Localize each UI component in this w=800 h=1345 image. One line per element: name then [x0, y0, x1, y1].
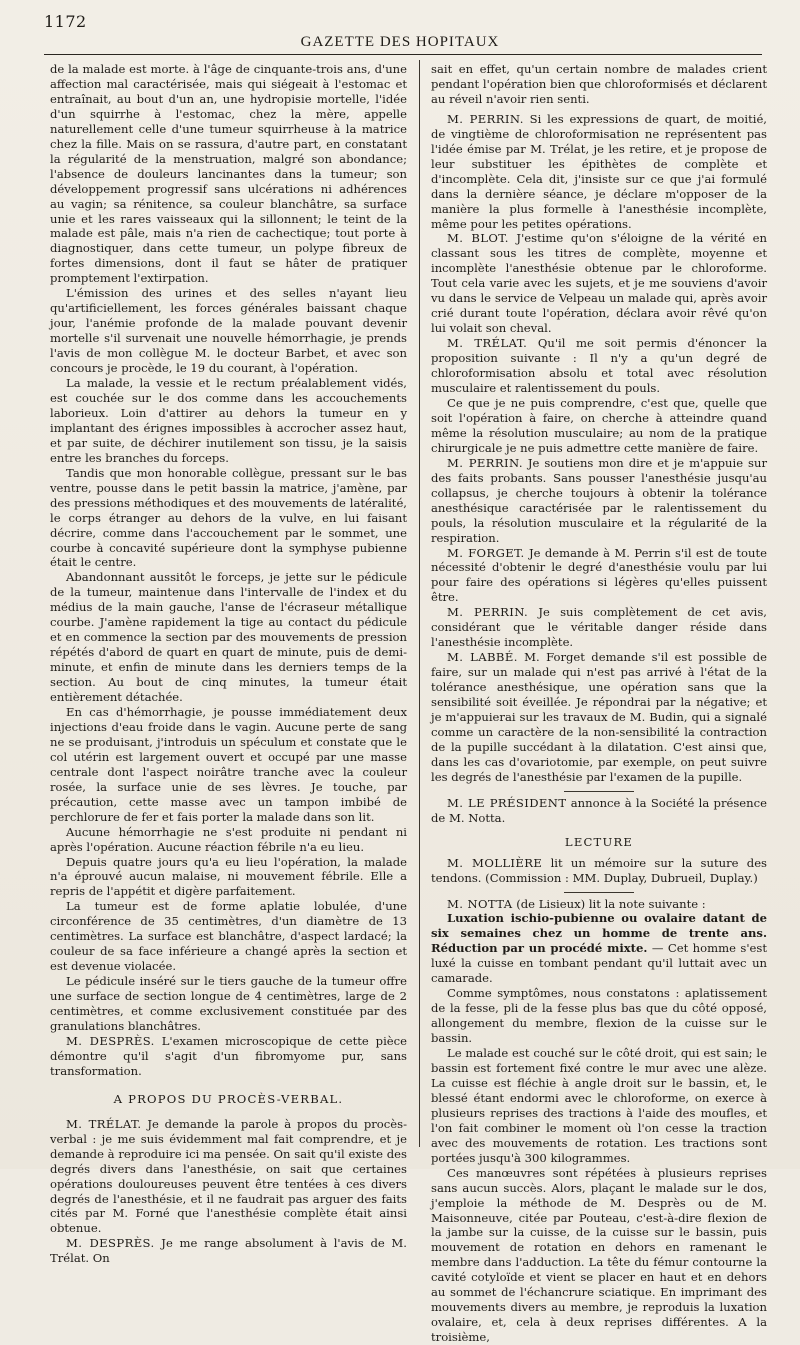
paragraph: Tandis que mon honorable collègue, pressant sur le bas ventre, pousse dans le petit bassin la matrice, j'amène, par des pressions méthodiques et des mouvements de latéralité, le corps étranger au dehors de la vulve, en lui faisant décrire, comme dans l'accouchement par le sommet, une courbe à concavité supérieure dont la symphyse pubienne était le centre.: [50, 465, 407, 570]
paragraph: [431, 336, 767, 396]
right-column: [431, 62, 767, 1345]
speaker-name: M. DESPRÈS.: [66, 1033, 155, 1048]
page-number: 1172: [44, 12, 87, 31]
paragraph: sait en effet, qu'un certain nombre de malades crient pendant l'opération bien que chloroformisés et déclarent au réveil n'avoir rien senti.: [431, 62, 767, 106]
separator-rule: [564, 791, 634, 792]
paragraph: [431, 796, 767, 826]
section-title: A PROPOS DU PROCÈS-VERBAL.: [113, 1091, 344, 1106]
speaker-name: M. DESPRÈS.: [66, 1236, 155, 1251]
paragraph: En cas d'hémorrhagie, je pousse immédiatement deux injections d'eau froide dans le vagin. Aucune perte de sang ne se produisant, j'introduis un spéculum et constate que le col utérin est largement ouvert et occupé par une masse centrale dont l'aspect noirâtre tranche avec la couleur rosée, la surface unie de ses lèvres. Je touche, par précaution, cette masse avec un tampon imbibé de perchlorure de fer et fais porter la malade dans son lit.: [50, 704, 407, 824]
paragraph: [50, 1034, 407, 1079]
paragraph: Abandonnant aussitôt le forceps, je jette sur le pédicule de la tumeur, maintenue dans l'intervalle de l'index et du médius de la main gauche, l'anse de l'écraseur métallique courbe. J'amène rapidement la tige au contact du pédicule et en commence la section par des mouvements de pression répétés d'abord de quart en quart de minute, puis de demi-minute, et enfin de minute dans les derniers temps de la section. Au bout de cinq minutes, la tumeur était entièrement détachée.: [50, 570, 407, 705]
speech-text: Je demande la parole à propos du procès-verbal : je me suis évidemment mal fait comprendre, et je demande à reproduire ici ma pensée. On sait qu'il existe des degrés divers dans l'anesthésie, on sait que certaines opérations douloureuses peuvent être tentées à ces divers degrés de l'anesthésie, et il ne faudrait pas arguer des faits cités par M. Forné que l'anesthésie complète était ainsi obtenue.: [50, 1116, 407, 1236]
speech-text: Je me range absolument à l'avis de M. Trélat. On: [50, 1236, 407, 1266]
section-title: LECTURE: [564, 834, 634, 849]
paragraph: La malade, la vessie et le rectum préalablement vidés, est couchée sur le dos comme dans les accouchements laborieux. Loin d'attirer au dehors la tumeur en y implantant des érignes impossibles à accrocher assez haut, et par suite, de déchirer inutilement son tissu, je la saisis entre les branches du forceps.: [50, 376, 407, 465]
paragraph: [431, 650, 767, 785]
speech-text: — Cet homme s'est luxé la cuisse en tombant pendant qu'il luttait avec un camarade.: [431, 941, 767, 986]
speech-text: Je demande à M. Perrin s'il est de toute nécessité d'obtenir le degré d'anesthésie voulu par lui pour faire des opérations si légères qu'elles puissent être.: [431, 545, 768, 605]
paragraph: [431, 546, 767, 606]
paragraph: [50, 1117, 407, 1237]
speech-text: Je soutiens mon dire et je m'appuie sur des faits probants. Sans pousser l'anesthésie jusqu'au collapsus, je cherche toujours à obtenir la tolérance anesthésique caractérisée par le ralentissement du pouls, la résolution musculaire et la régularité de la respiration.: [431, 455, 767, 545]
left-column: [50, 62, 407, 1266]
paragraph: L'émission des urines et des selles n'ayant lieu qu'artificiellement, les forces générales baissant chaque jour, l'anémie profonde de la malade pouvant devenir mortelle s'il survenait une nouvelle hémorrhagie, je prends l'avis de mon collègue M. le docteur Barbet, et avec son concours je procède, le 19 du courant, à l'opération.: [50, 286, 407, 376]
speaker-name: M. PERRIN.: [447, 605, 529, 620]
speaker-name: M. NOTTA: [447, 896, 513, 911]
speech-text: Si les expressions de quart, de moitié, de vingtième de chloroformisation ne représentent pas l'idée émise par M. Trélat, je les retire, et je propose de leur substituer les épithètes de complète et d'incomplète. Cela dit, j'insiste sur ce que j'ai formulé dans la dernière séance, je déclare m'opposer de la manière la plus formelle à l'anesthésie incomplète, même pour les petites opérations.: [431, 111, 767, 231]
speaker-name: M. FORGET.: [447, 545, 525, 560]
speaker-name: M. TRÉLAT.: [447, 336, 528, 351]
paragraph: [50, 1236, 407, 1266]
speech-text: lit un mémoire sur la suture des tendons. (Commission : MM. Duplay, Dubrueil, Duplay.): [431, 855, 768, 885]
paragraph: [431, 112, 767, 232]
speech-text: annonce à la Société la présence de M. Notta.: [431, 795, 767, 825]
paragraph: Le pédicule inséré sur le tiers gauche de la tumeur offre une surface de section longue de 4 centimètres, large de 2 centimètres, et comme exclusivement constituée par des granulations blanchâtres.: [50, 974, 407, 1033]
speaker-name: M. MOLLIÈRE: [447, 855, 543, 870]
paragraph: [431, 897, 767, 912]
column-divider: [419, 60, 420, 1147]
speaker-name: M. PERRIN.: [447, 111, 524, 126]
speech-text: Qu'il me soit permis d'énoncer la proposition suivante : Il n'y a qu'un degré de chloroformisation absolu et total avec résolution musculaire et ralentissement du pouls.: [431, 336, 767, 396]
paragraph: [431, 456, 767, 546]
paragraph: Le malade est couché sur le côté droit, qui est sain; le bassin est fortement fixé contre le mur avec une alèze. La cuisse est fléchie à angle droit sur le bassin, et, le blessé étant endormi avec le chloroforme, on exerce à plusieurs reprises des tractions à l'aide des moufles, et l'on fait combiner le moment où l'on cesse la traction avec des mouvements de rotation. Les tractions sont portées jusqu'à 300 kilogrammes.: [431, 1046, 767, 1165]
paragraph: [431, 605, 767, 650]
paragraph: Ce que je ne puis comprendre, c'est que, quelle que soit l'opération à faire, on cherche à atteindre quand même la résolution musculaire; au nom de la pratique chirurgicale je ne puis admettre cette manière de faire.: [431, 395, 767, 455]
speaker-name: M. LABBÉ.: [447, 650, 518, 665]
speech-text: L'examen microscopique de cette pièce démontre qu'il s'agit d'un fibromyome pur, sans transformation.: [50, 1033, 407, 1078]
speaker-name: M. LE PRÉSIDENT: [447, 795, 567, 810]
journal-title: GAZETTE DES HOPITAUX: [300, 34, 500, 50]
speech-text: (de Lisieux) lit la note suivante :: [516, 896, 706, 911]
separator-rule: [564, 892, 634, 893]
paragraph: Aucune hémorrhagie ne s'est produite ni pendant ni après l'opération. Aucune réaction fébrile n'a eu lieu.: [50, 824, 407, 854]
speech-text: J'estime qu'on s'éloigne de la vérité en classant sous les titres de complète, moyenne et incomplète l'anesthésie obtenue par le chloroforme. Tout cela varie avec les sujets, et je me souviens d'avoir vu dans le service de Velpeau un malade qui, après avoir crié durant toute l'opération, déclara avoir rêvé qu'on lui volait son cheval.: [431, 231, 767, 336]
paragraph: Comme symptômes, nous constatons : aplatissement de la fesse, pli de la fesse plus bas que du côté opposé, allongement du membre, flexion de la cuisse sur le bassin.: [431, 986, 767, 1046]
paragraph: Ces manœuvres sont répétées à plusieurs reprises sans aucun succès. Alors, plaçant le malade sur le dos, j'emploie la méthode de M. Desprès ou de M. Maisonneuve, citée par Pouteau, c'est-à-dire flexion de la jambe sur la cuisse, de la cuisse sur le bassin, puis mouvement de rotation en dehors en ramenant le membre dans l'adduction. La tête du fémur contourne la cavité cotyloïde et vient se placer en haut et en dehors au sommet de l'échancrure sciatique. En imprimant des mouvements divers au membre, je reproduis la luxation ovalaire, et, cela à deux reprises différentes. A la troisième,: [431, 1165, 767, 1345]
speaker-name: M. PERRIN.: [447, 455, 523, 470]
speaker-name: M. TRÉLAT.: [66, 1116, 142, 1131]
speech-text: Je suis complètement de cet avis, considérant que le véritable danger réside dans l'anesthésie incomplète.: [431, 605, 767, 650]
speech-text: M. Forget demande s'il est possible de faire, sur un malade qui n'est pas arrivé à l'état de la tolérance anesthésique, une opération sans que la sensibilité soit éveillée. Je répondrai par la négative; et je m'appuierai sur les travaux de M. Budin, qui a signalé comme un caractère de la non-sensibilité la contraction de la pupille succédant à la dilatation. C'est ainsi que, dans les cas d'ovariotomie, par exemple, on peut suivre les degrés de l'anesthésie par l'examen de la pupille.: [431, 650, 767, 784]
paragraph: [431, 231, 767, 336]
paragraph: [431, 911, 767, 986]
paragraph: Depuis quatre jours qu'a eu lieu l'opération, la malade n'a éprouvé aucun malaise, ni mouvement fébrile. Elle a repris de l'appétit et digère parfaitement.: [50, 854, 407, 899]
paragraph: [431, 856, 767, 886]
observation-title: Luxation ischio-pubienne ou ovalaire datant de six semaines chez un homme de trente ans. Réduction par un procédé mixte.: [431, 911, 767, 956]
paragraph: de la malade est morte. à l'âge de cinquante-trois ans, d'une affection mal caractérisée, mais qui siégeait à l'estomac et entraînait, au bout d'un an, une hydropisie mortelle, l'idée d'un squirrhe à l'estomac, chez la mère, appelle naturellement celle d'une tumeur squirrheuse à la matrice chez la fille. Mais on se rassura, d'autre part, en constatant la régularité de la menstruation, malgré son abondance; l'absence de douleurs lancinantes dans la tumeur; son développement progressif sans ulcérations ni adhérences au vagin; sa rénitence, sa couleur blanchâtre, sa surface unie et les rares vaisseaux qui la sillonnent; le teint de la malade est pâle, mais n'a rien de cachectique; tout porte à diagnostiquer, dans cette tumeur, un polype fibreux de fortes dimensions, dont il faut se hâter de pratiquer promptement l'extirpation.: [50, 62, 407, 286]
speaker-name: M. BLOT.: [447, 231, 509, 246]
paragraph: La tumeur est de forme aplatie lobulée, d'une circonférence de 35 centimètres, d'un diamètre de 13 centimètres. La surface est blanchâtre, d'aspect lardacé; la couleur de sa face inférieure a changé après la section et est devenue violacée.: [50, 899, 407, 974]
header-rule: [44, 54, 762, 55]
